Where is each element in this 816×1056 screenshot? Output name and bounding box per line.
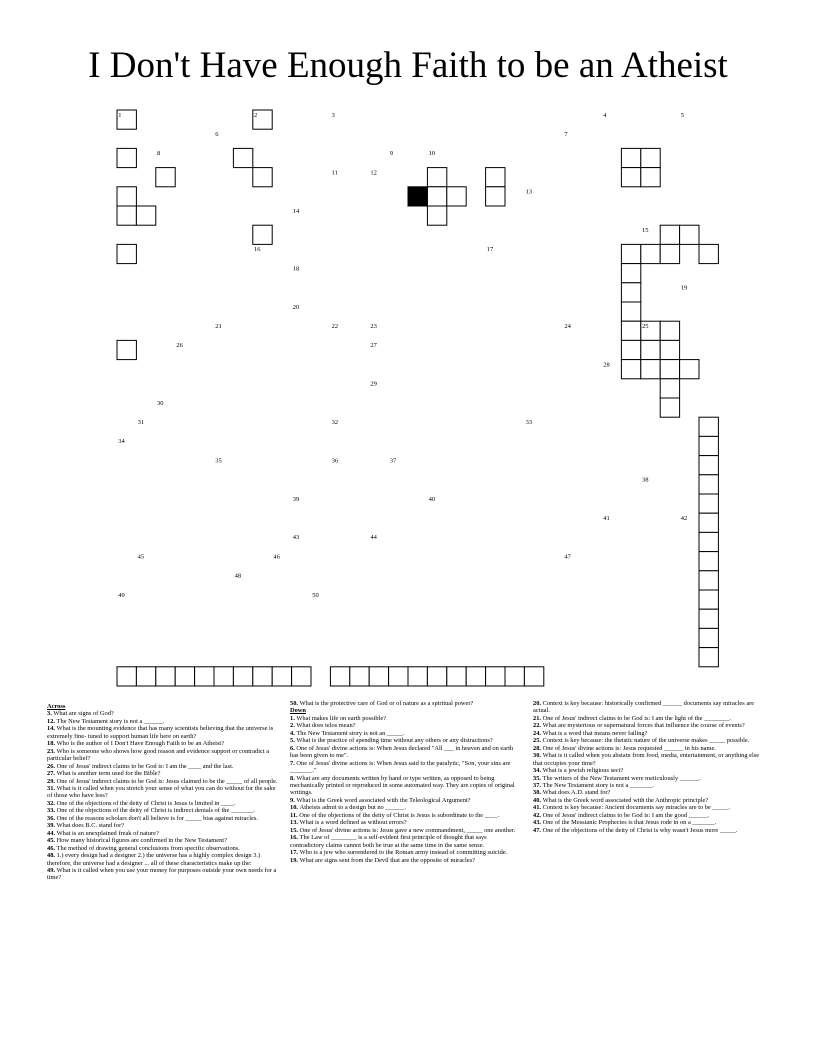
grid-cell[interactable] — [621, 340, 640, 359]
clue-text: One of Jesus' divine actions is: Jesus requested ______ in his name. — [542, 744, 716, 752]
clue-text: What makes life on earth possible? — [296, 714, 387, 722]
down-heading: Down — [290, 707, 306, 715]
clue-number: 26 — [176, 342, 183, 350]
grid-cell[interactable] — [233, 148, 252, 167]
clue-label: 2. — [290, 722, 297, 730]
clue-text: What is it called when you abstain from food, media, entertainment, or anything else that occupies your time? — [533, 752, 760, 767]
clue-label: 36. — [47, 814, 57, 822]
clues-column-2 — [290, 700, 522, 864]
grid-cell[interactable] — [427, 187, 446, 206]
grid-cell[interactable] — [117, 244, 136, 263]
clue-number: 34 — [118, 438, 125, 446]
across-clue — [47, 830, 279, 837]
across-clue — [290, 700, 522, 707]
grid-cell[interactable] — [699, 590, 718, 609]
clue-label: 33. — [47, 807, 57, 815]
down-clue — [533, 819, 765, 826]
clue-number: 20 — [292, 303, 300, 311]
clue-label: 4. — [290, 729, 297, 737]
clue-text: What does telos mean? — [296, 722, 356, 730]
down-clue — [290, 857, 522, 864]
clue-text: What is a word defined as without errors? — [299, 819, 407, 827]
clue-text: One of Jesus' divine actions is: Jesus gave a new commandment, _____ one another. — [299, 826, 516, 834]
clue-label: 17. — [290, 849, 300, 857]
clue-number: 5 — [680, 111, 685, 119]
shaded-cell — [408, 187, 427, 206]
clue-label: 6. — [290, 744, 297, 752]
down-clue — [290, 827, 522, 834]
grid-cell[interactable] — [214, 667, 233, 686]
grid-cell[interactable] — [505, 667, 524, 686]
down-clue — [290, 834, 522, 849]
grid-cell[interactable] — [699, 628, 718, 647]
across-clue — [47, 867, 279, 882]
grid-cell[interactable] — [117, 667, 136, 686]
clues-column-1 — [47, 703, 279, 882]
grid-cell[interactable] — [253, 225, 272, 244]
clue-number: 7 — [564, 131, 568, 138]
grid-cell[interactable] — [621, 168, 640, 187]
clue-text: One of the Messianic Prophecies is that Jesus rode in on a _______. — [542, 819, 717, 827]
clue-number: 42 — [680, 515, 688, 522]
grid-cell[interactable] — [292, 667, 311, 686]
grid-cell[interactable] — [699, 436, 718, 455]
down-clue — [533, 752, 765, 767]
clue-label: 5. — [290, 737, 297, 745]
clue-label: 38. — [533, 789, 543, 797]
grid-cell[interactable] — [447, 187, 466, 206]
clue-number: 47 — [564, 553, 571, 561]
clue-label: 19. — [290, 856, 300, 864]
down-clue — [290, 745, 522, 760]
grid-cell[interactable] — [699, 609, 718, 628]
down-clue — [290, 760, 522, 775]
across-clue-list — [47, 710, 279, 881]
grid-cell[interactable] — [117, 148, 136, 167]
clue-number: 11 — [331, 169, 338, 177]
down-clue — [290, 819, 522, 826]
grid-cell[interactable] — [660, 225, 679, 244]
grid-cell[interactable] — [117, 340, 136, 359]
across-clue — [47, 837, 279, 844]
grid-cell[interactable] — [641, 168, 660, 187]
clue-label: 34. — [533, 767, 543, 775]
clue-number: 36 — [331, 457, 339, 465]
grid-cell[interactable] — [117, 187, 136, 206]
clue-label: 7. — [290, 759, 297, 767]
clue-text: The New Testament story is not a _______. — [542, 781, 654, 789]
grid-cell[interactable] — [369, 667, 388, 686]
clue-label: 45. — [47, 837, 57, 845]
clue-text: The method of drawing general conclusions from specific observations. — [56, 844, 240, 852]
grid-cell[interactable] — [621, 283, 640, 302]
grid-cell[interactable] — [389, 667, 408, 686]
grid-cell[interactable] — [699, 571, 718, 590]
grid-cell[interactable] — [621, 302, 640, 321]
clue-text: What is the practice of spending time without any others or any distractions? — [296, 737, 493, 745]
clue-label: 26. — [47, 762, 57, 770]
clue-label: 14. — [47, 725, 57, 733]
grid-cell[interactable] — [253, 667, 272, 686]
down-clue — [533, 827, 765, 834]
clue-label: 29. — [47, 777, 57, 785]
clue-label: 30. — [533, 752, 543, 760]
clue-text: What are signs sent from the Devil that are the opposite of miracles? — [299, 856, 475, 864]
clue-text: The Law of ________ is a self-evident first principle of thought that says contradictory claims cannot both be true at the same time in the same sense. — [290, 834, 487, 849]
clue-number: 25 — [642, 323, 649, 330]
clue-number: 18 — [292, 265, 300, 273]
clue-label: 44. — [47, 829, 57, 837]
clue-number: 31 — [137, 419, 145, 426]
clue-text: What are any documents written by hand or type written, as opposed to being mechanically printed or reproduced in some automated way. They are copies of original writings. — [290, 774, 515, 797]
across-heading: Across — [47, 703, 66, 710]
grid-cell[interactable] — [330, 667, 349, 686]
clue-text: One of the objections of the deity of Christ is Jesus is subordinate to the ____. — [299, 811, 500, 819]
clue-number: 28 — [603, 361, 610, 369]
grid-cell[interactable] — [641, 244, 660, 263]
page-title: I Don't Have Enough Faith to be an Atheist — [88, 45, 728, 86]
clue-number: 32 — [331, 419, 339, 426]
clue-label: 9. — [290, 796, 297, 804]
grid-cell[interactable] — [253, 168, 272, 187]
clue-number: 6 — [215, 131, 219, 138]
down-clue — [533, 797, 765, 804]
down-clue — [290, 715, 522, 722]
down-clue — [533, 775, 765, 782]
grid-cell[interactable] — [195, 667, 214, 686]
clue-number: 19 — [680, 284, 688, 292]
down-clue — [290, 849, 522, 856]
down-clue — [533, 715, 765, 722]
clue-number: 8 — [157, 150, 161, 158]
grid-cell[interactable] — [175, 667, 194, 686]
clue-text: What is it called when you use your money for purposes outside your own needs for a time? — [47, 866, 277, 882]
clue-text: One of the objections of the deity of Christ is indirect denials of the _______. — [56, 807, 255, 815]
down-clue — [290, 730, 522, 737]
grid-cell[interactable] — [641, 148, 660, 167]
clue-label: 18. — [47, 740, 57, 748]
across-clue — [47, 718, 279, 725]
across-clue — [47, 710, 279, 717]
clue-label: 40. — [533, 796, 543, 804]
grid-cell[interactable] — [447, 667, 466, 686]
grid-cell[interactable] — [699, 456, 718, 475]
grid-cell[interactable] — [621, 360, 640, 379]
clue-number: 38 — [642, 476, 649, 484]
clue-number: 41 — [603, 515, 610, 522]
grid-cell[interactable] — [156, 168, 175, 187]
clue-text: What is the protective care of God or of nature as a spiritual power? — [299, 700, 474, 707]
clue-label: 50. — [290, 700, 300, 707]
down-clue — [533, 722, 765, 729]
across-clue — [47, 770, 279, 777]
clue-text: The New Testament story is not an _____. — [296, 729, 405, 737]
clue-label: 39. — [47, 822, 57, 830]
across-clue — [47, 800, 279, 807]
clue-label: 21. — [533, 714, 543, 722]
clue-number: 24 — [564, 323, 571, 330]
clue-number: 12 — [370, 169, 377, 177]
clue-text: One of Jesus' indirect claims to be God is: I am the light of the ________. — [542, 714, 732, 722]
clue-text: One of the objections of the deity of Christ is why wasn't Jesus more _____. — [542, 826, 738, 834]
across-clue — [47, 822, 279, 829]
clue-text: What is the Greek word associated with the Teleological Argument? — [296, 796, 471, 804]
across-clue — [47, 852, 279, 867]
grid-cell[interactable] — [699, 417, 718, 436]
clue-text: 1.) every design had a designer 2.) the universe has a highly complex design 3.) therefore, the universe had a designer ... all of these characteristics make up the: — [47, 852, 261, 867]
clue-number: 45 — [137, 553, 145, 561]
clue-label: 32. — [47, 799, 57, 807]
grid-cell[interactable] — [660, 379, 679, 398]
clue-text: What is it called when you stretch your sense of what you can do without for the sake of those who have less? — [47, 784, 276, 800]
clue-number: 33 — [525, 419, 533, 426]
clue-label: 43. — [533, 819, 543, 827]
clue-label: 35. — [533, 774, 543, 782]
grid-cell[interactable] — [699, 648, 718, 667]
clue-number: 14 — [292, 207, 300, 215]
grid-cell[interactable] — [641, 340, 660, 359]
clue-text: What is the mounting evidence that has many scientists believing that the universe is extremely fine- tuned to support human life here on earth? — [47, 725, 274, 740]
clue-label: 27. — [47, 770, 57, 778]
clue-label: 25. — [533, 737, 543, 745]
clue-text: Who is the author of I Don't Have Enough Faith to be an Atheist? — [56, 740, 225, 748]
clue-number: 48 — [234, 572, 242, 580]
down-clue — [533, 804, 765, 811]
grid-cell[interactable] — [699, 552, 718, 571]
grid-cell[interactable] — [660, 321, 679, 340]
clue-text: What is a jewish religious sect? — [542, 767, 624, 775]
clue-text: The New Testament story is not a ______. — [56, 717, 165, 725]
clue-text: Who is a jew who surrendered to the Roman army instead of committing suicide. — [299, 849, 508, 857]
clue-text: What are signs of God? — [53, 710, 114, 718]
down-clue — [533, 812, 765, 819]
down-clue — [533, 700, 765, 715]
clue-text: Context is key because: Ancient documents say miracles are to be _____. — [542, 804, 730, 812]
clue-text: One of Jesus' indirect claims to be God is: I am the good ______. — [542, 811, 710, 819]
clue-label: 46. — [47, 844, 57, 852]
clue-label: 48. — [47, 852, 57, 860]
clue-label: 10. — [290, 804, 300, 812]
grid-cell[interactable] — [466, 667, 485, 686]
grid-cell[interactable] — [699, 513, 718, 532]
clue-label: 31. — [47, 784, 57, 792]
clue-number: 22 — [331, 323, 339, 330]
clue-label: 22. — [533, 722, 543, 730]
clue-text: What does A.D. stand for? — [542, 789, 611, 797]
down-clue — [290, 722, 522, 729]
clue-label: 42. — [533, 811, 543, 819]
clue-label: 28. — [533, 744, 543, 752]
clue-label: 20. — [533, 700, 543, 707]
grid-cell[interactable] — [641, 360, 660, 379]
grid-cell[interactable] — [699, 494, 718, 513]
grid-cell[interactable] — [699, 244, 718, 263]
down-clue — [533, 782, 765, 789]
clue-number: 37 — [389, 457, 397, 465]
clue-text: One of Jesus' indirect claims to be God is: I am the ____ and the last. — [56, 762, 234, 770]
grid-cell[interactable] — [486, 667, 505, 686]
grid-cell[interactable] — [156, 667, 175, 686]
clue-number: 10 — [428, 150, 436, 158]
clue-number: 35 — [215, 457, 222, 465]
down-clue — [533, 737, 765, 744]
clue-text: One of the reasons scholars don't all believe is for _____ bias against miracles. — [56, 814, 258, 822]
down-clue — [533, 745, 765, 752]
clue-number: 15 — [642, 227, 649, 234]
clue-text: One of the objections of the deity of Christ is Jesus is limited in ____. — [56, 799, 236, 807]
clue-text: One of Jesus' divine actions is: When Jesus said to the paralytic, "Son, your sins are _______." — [290, 759, 511, 775]
clue-number: 30 — [157, 399, 164, 407]
grid-cell[interactable] — [699, 532, 718, 551]
across-clue — [47, 807, 279, 814]
down-clue — [533, 730, 765, 737]
across-clue — [47, 815, 279, 822]
clue-text: Who is someone who shows how good reason and evidence support or contradict a particular belief? — [47, 747, 270, 763]
clue-number: 17 — [486, 246, 494, 254]
clue-text: What is an unexplained freak of nature? — [56, 829, 159, 837]
clue-label: 3. — [47, 710, 54, 718]
clue-number: 44 — [370, 534, 377, 542]
across-clue — [47, 748, 279, 763]
clue-number: 1 — [118, 111, 122, 119]
clue-label: 49. — [47, 866, 57, 874]
across-clue — [47, 778, 279, 785]
across-clue — [47, 763, 279, 770]
clue-text: The writers of the New Testament were meticulously ______. — [542, 774, 701, 782]
clue-label: 8. — [290, 774, 297, 782]
down-clue-list-continued — [533, 700, 765, 834]
clue-label: 15. — [290, 826, 300, 834]
grid-cell[interactable] — [699, 475, 718, 494]
clue-text: What is the Greek word associated with the Anthropic principle? — [542, 796, 709, 804]
clue-text: How many historical figures are confirmed in the New Testament? — [56, 837, 227, 845]
clue-label: 37. — [533, 781, 543, 789]
clue-number: 13 — [525, 188, 533, 196]
grid-cell[interactable] — [524, 667, 543, 686]
across-clue — [47, 740, 279, 747]
grid-cell[interactable] — [621, 244, 640, 263]
grid-cell[interactable] — [233, 667, 252, 686]
grid-cell[interactable] — [427, 667, 446, 686]
grid-cell[interactable] — [486, 168, 505, 187]
grid-cell[interactable] — [272, 667, 291, 686]
grid-cell[interactable] — [660, 360, 679, 379]
clue-number: 21 — [215, 323, 222, 330]
clue-number: 40 — [428, 495, 436, 503]
down-clue — [533, 767, 765, 774]
grid-cell[interactable] — [680, 360, 699, 379]
clue-label: 16. — [290, 834, 300, 842]
grid-cell[interactable] — [136, 206, 155, 225]
clue-number: 3 — [331, 111, 335, 119]
clue-label: 12. — [47, 717, 57, 725]
clue-text: What is a word that means never failing? — [542, 729, 648, 737]
clue-number: 46 — [273, 553, 280, 561]
clue-text: One of Jesus' divine actions is: When Jesus declared "All ___ in heaven and on earth has been given to me". — [290, 744, 514, 760]
down-clue — [533, 789, 765, 796]
across-clue-list-continued — [290, 700, 522, 707]
clue-number: 16 — [254, 246, 261, 254]
clue-number: 50 — [312, 591, 319, 599]
grid-cell[interactable] — [427, 168, 446, 187]
clue-label: 23. — [47, 747, 57, 755]
clue-label: 24. — [533, 729, 543, 737]
down-clue — [290, 804, 522, 811]
clue-text: What are mysterious or supernatural forces that influence the course of events? — [542, 722, 745, 730]
grid-cell[interactable] — [660, 398, 679, 417]
clue-text: What is another term used for the Bible? — [56, 770, 161, 778]
across-clue — [47, 785, 279, 800]
clue-label: 11. — [290, 811, 300, 819]
grid-cell[interactable] — [136, 667, 155, 686]
grid-cell[interactable] — [117, 206, 136, 225]
grid-cell[interactable] — [621, 321, 640, 340]
clue-label: 41. — [533, 804, 543, 812]
clue-text: What does B.C. stand for? — [56, 822, 125, 830]
clue-number: 43 — [292, 534, 300, 542]
down-clue — [290, 737, 522, 744]
clue-label: 13. — [290, 819, 300, 827]
clue-number: 9 — [389, 150, 394, 158]
clue-text: One of Jesus' indirect claims to be God is: Jesus claimed to be the _____ of all people. — [56, 777, 278, 785]
across-clue — [47, 725, 279, 740]
clue-number: 29 — [370, 380, 377, 388]
grid-cell[interactable] — [621, 264, 640, 283]
grid-cell[interactable] — [486, 187, 505, 206]
down-clue — [290, 812, 522, 819]
across-clue — [47, 845, 279, 852]
clue-text: Context is key because: the theistic nature of the universe makes _____ possible. — [542, 737, 750, 745]
grid-cell[interactable] — [408, 667, 427, 686]
down-clue-list — [290, 715, 522, 864]
grid-cell[interactable] — [427, 206, 446, 225]
down-clue — [290, 775, 522, 797]
grid-cell[interactable] — [621, 148, 640, 167]
clue-text: Atheists admit to a design but no ______. — [299, 804, 407, 812]
clue-number: 23 — [370, 323, 377, 330]
clue-label: 1. — [290, 714, 297, 722]
grid-cell[interactable] — [660, 244, 679, 263]
clue-number: 49 — [118, 591, 125, 599]
clue-label: 47. — [533, 826, 543, 834]
clue-number: 27 — [370, 342, 377, 350]
clue-text: Context is key because: historically confirmed ______ documents say miracles are actual. — [533, 700, 755, 715]
down-clue — [290, 797, 522, 804]
clue-number: 39 — [292, 495, 300, 503]
grid-cell[interactable] — [660, 340, 679, 359]
grid-cell[interactable] — [680, 225, 699, 244]
clue-number: 4 — [603, 111, 607, 119]
clues-column-3 — [533, 700, 765, 834]
grid-cell[interactable] — [350, 667, 369, 686]
clue-number: 2 — [254, 111, 258, 119]
